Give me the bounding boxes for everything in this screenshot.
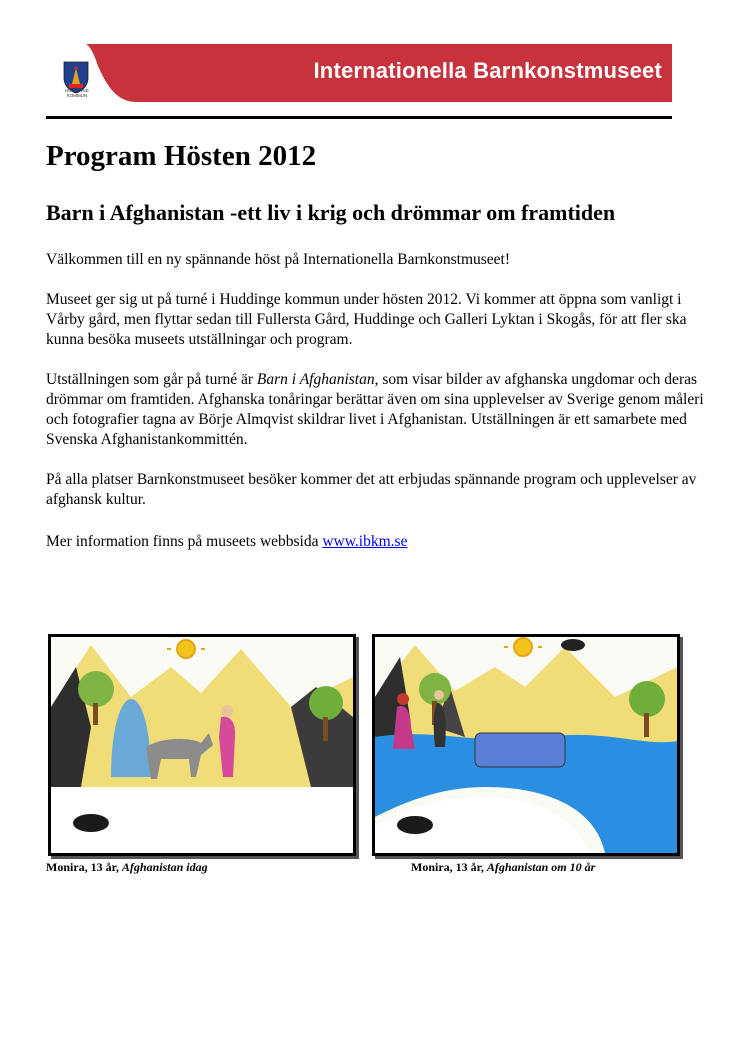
artwork-afghanistan-idag [48,634,356,856]
tour-paragraph: Museet ger sig ut på turné i Huddinge kommun under hösten 2012. Vi kommer att öppna som vanligt i Vårby gård, men flyttar sedan till Fullersta Gård, Huddinge och Galleri Lyktan i Skogås, för att fler ska kunna besöka museets utställningar och program. [46,291,687,348]
exhibition-paragraph [46,370,706,450]
caption-title: Afghanistan om 10 år [486,860,596,874]
website-link[interactable]: www.ibkm.se [322,533,408,550]
caption-artist: Monira, 13 år, [46,860,122,874]
tree [78,671,114,707]
artwork-caption [46,860,208,875]
logo-text-line: KOMMUN [66,93,88,98]
exhibition-title: Barn i Afghanistan [256,371,375,388]
logo-text-line: HUDDINGE [64,88,89,93]
stone [73,814,109,832]
tree [309,686,343,720]
museum-name: Internationella Barnkonstmuseet [313,58,662,83]
exhibition-text-before: Utställningen som går på turné är [46,371,257,388]
welcome-paragraph: Välkommen till en ny spännande höst på Internationella Barnkonstmuseet! [46,251,511,268]
cloud [561,639,585,651]
artwork-afghanistan-om-10-ar [372,634,680,856]
artwork-caption [411,860,595,875]
more-info-text: Mer information finns på museets webbsida [46,533,323,550]
page-title: Program Hösten 2012 [46,140,317,172]
tree [629,681,665,717]
caption-title: Afghanistan idag [121,860,208,874]
program-paragraph: På alla platser Barnkonstmuseet besöker kommer det att erbjudas spännande program och upplevelser av afghansk kultur. [46,471,697,508]
logo-caption [55,88,99,98]
car [475,733,565,767]
artwork-drawing [51,637,353,853]
page-header [46,44,672,120]
stone [397,816,433,834]
artwork-drawing [375,637,677,853]
tree [419,673,451,705]
more-info-paragraph [46,532,706,552]
page-subtitle: Barn i Afghanistan -ett liv i krig och drömmar om framtiden [46,200,616,225]
header-divider [46,116,672,119]
exhibition-text-after: , som visar bilder av afghanska ungdomar och deras drömmar om framtiden. Afghanska tonåringar berättar även om sina upplevelser av Sverige genom måleri och fotografier tagna av Börje Almqvist skildrar livet i Afghanistan. Utställningen är ett samarbete med Svenska Afghanistankommittén. [46,371,704,448]
caption-artist: Monira, 13 år, [411,860,487,874]
